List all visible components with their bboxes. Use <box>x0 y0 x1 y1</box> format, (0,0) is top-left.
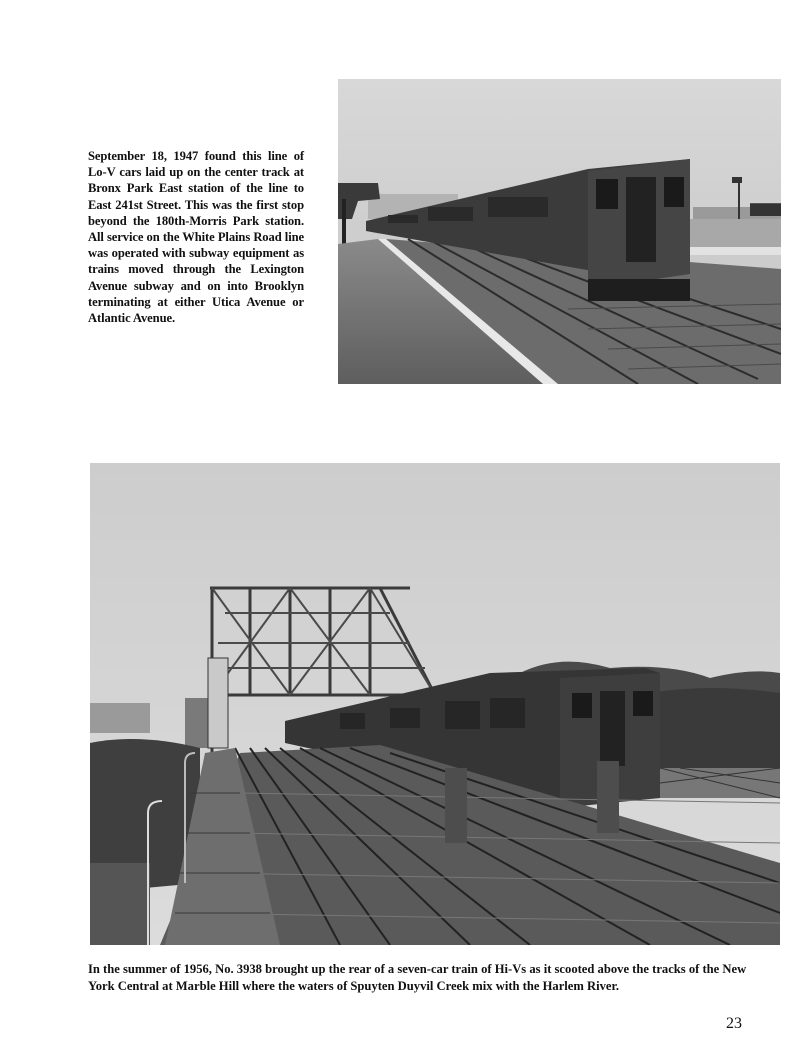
photo-marble-hill-bridge <box>90 463 780 945</box>
top-photo-caption: September 18, 1947 found this line of Lo-V cars laid up on the center track at Bronx Park East station of the line to East 241st Street. This was the first stop beyond the 180th-Morris Park station. All service on the White Plains Road line was operated with subway equipment as trains moved through the Lexington Avenue subway and on into Brooklyn terminating at either Utica Avenue or Atlantic Avenue. <box>88 149 304 326</box>
photo-bronx-park-east-station <box>338 79 781 384</box>
page-number: 23 <box>726 1015 742 1032</box>
bottom-photo-caption: In the summer of 1956, No. 3938 brought up the rear of a seven-car train of Hi-Vs as it scooted above the tracks of the New York Central at Marble Hill where the waters of Spuyten Duyvil Creek mix with the Harlem River. <box>88 962 747 993</box>
